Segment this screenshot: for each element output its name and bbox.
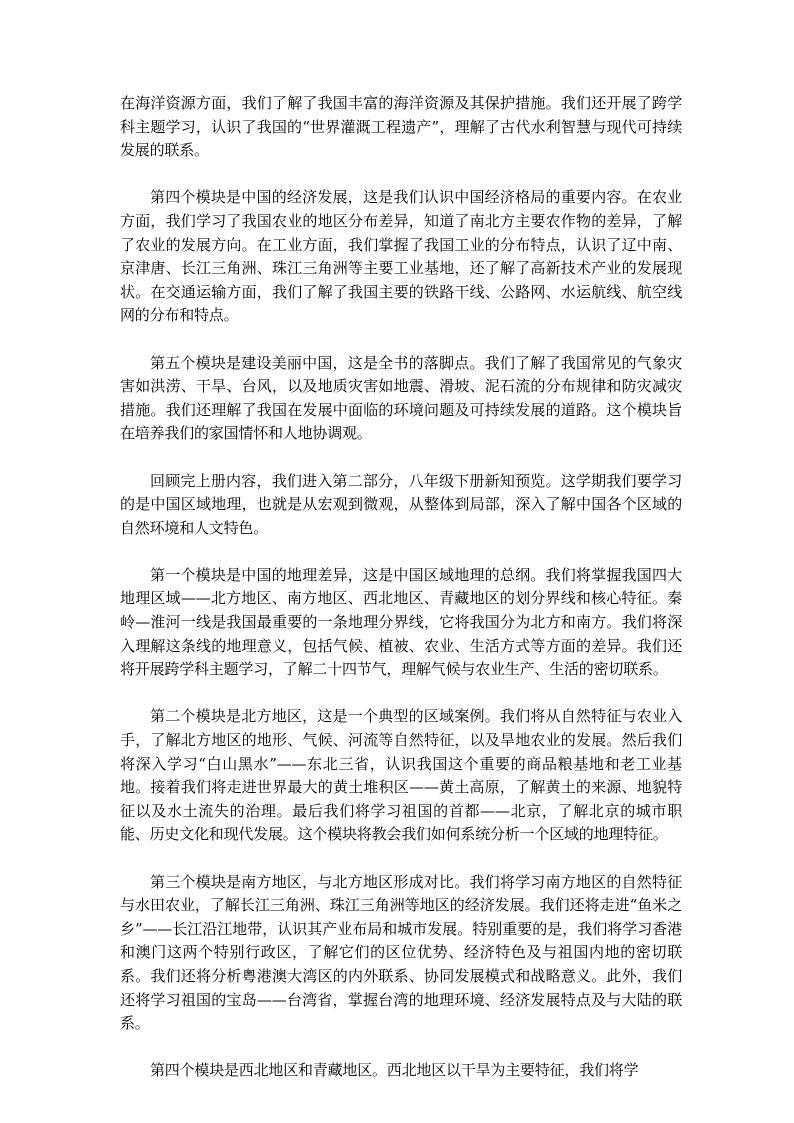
paragraph-module-two-north: 第二个模块是北方地区，这是一个典型的区域案例。我们将从自然特征与农业入手，了解北方地区的地形、气候、河流等自然特征，以及旱地农业的发展。然后我们将深入学习“白山黑水”——东北三省，认识我国这个重要的商品粮基地和老工业基地。接着我们将走进世界最大的黄土堆积区——黄土高原，了解黄土的来源、地貌特征以及水土流失的治理。最后我们将学习祖国的首都——北京，了解北京的城市职能、历史文化和现代发展。这个模块将教会我们如何系统分析一个区域的地理特征。 [120,707,682,844]
paragraph-module-four-northwest: 第四个模块是西北地区和青藏地区。西北地区以干旱为主要特征，我们将学 [150,1061,639,1080]
paragraph-module-three-south: 第三个模块是南方地区，与北方地区形成对比。我们将学习南方地区的自然特征与水田农业，了解长江三角洲、珠江三角洲等地区的经济发展。我们还将走进“鱼米之乡”——长江沿江地带，认识其产业布局和城市发展。特别重要的是，我们将学习香港和澳门这两个特别行政区，了解它们的区位优势、经济特色及与祖国内地的密切联系。我们还将分析粤港澳大湾区的内外联系、协同发展模式和战略意义。此外，我们还将学习祖国的宝岛——台湾省，掌握台湾的地理环境、经济发展特点及与大陆的联系。 [120,872,682,1033]
paragraph-module-five-beautiful-china: 第五个模块是建设美丽中国，这是全书的落脚点。我们了解了我国常见的气象灾害如洪涝、干旱、台风，以及地质灾害如地震、滑坡、泥石流的分布规律和防灾减灾措施。我们还理解了我国在发展中面临的环境问题及可持续发展的道路。这个模块旨在培养我们的家国情怀和人地协调观。 [120,353,682,443]
document-page [120,92,682,1107]
paragraph-module-four-economy: 第四个模块是中国的经济发展，这是我们认识中国经济格局的重要内容。在农业方面，我们学习了我国农业的地区分布差异，知道了南北方主要农作物的差异，了解了农业的发展方向。在工业方面，我们掌握了我国工业的分布特点，认识了辽中南、京津唐、长江三角洲、珠江三角洲等主要工业基地，还了解了高新技术产业的发展现状。在交通运输方面，我们了解了我国主要的铁路干线、公路网、水运航线、航空线网的分布和特点。 [120,188,682,325]
paragraph-review-transition: 回顾完上册内容，我们进入第二部分，八年级下册新知预览。这学期我们要学习的是中国区域地理，也就是从宏观到微观，从整体到局部，深入了解中国各个区域的自然环境和人文特色。 [120,471,682,537]
paragraph-module-one-differences: 第一个模块是中国的地理差异，这是中国区域地理的总纲。我们将掌握我国四大地理区域——北方地区、南方地区、西北地区、青藏地区的划分界线和核心特征。秦岭—淮河一线是我国最重要的一条地理分界线，它将我国分为北方和南方。我们将深入理解这条线的地理意义，包括气候、植被、农业、生活方式等方面的差异。我们还将开展跨学科主题学习，了解二十四节气，理解气候与农业生产、生活的密切联系。 [120,565,682,679]
paragraph-marine-resources: 在海洋资源方面，我们了解了我国丰富的海洋资源及其保护措施。我们还开展了跨学科主题学习，认识了我国的“世界灌溉工程遗产”，理解了古代水利智慧与现代可持续发展的联系。 [120,94,682,160]
